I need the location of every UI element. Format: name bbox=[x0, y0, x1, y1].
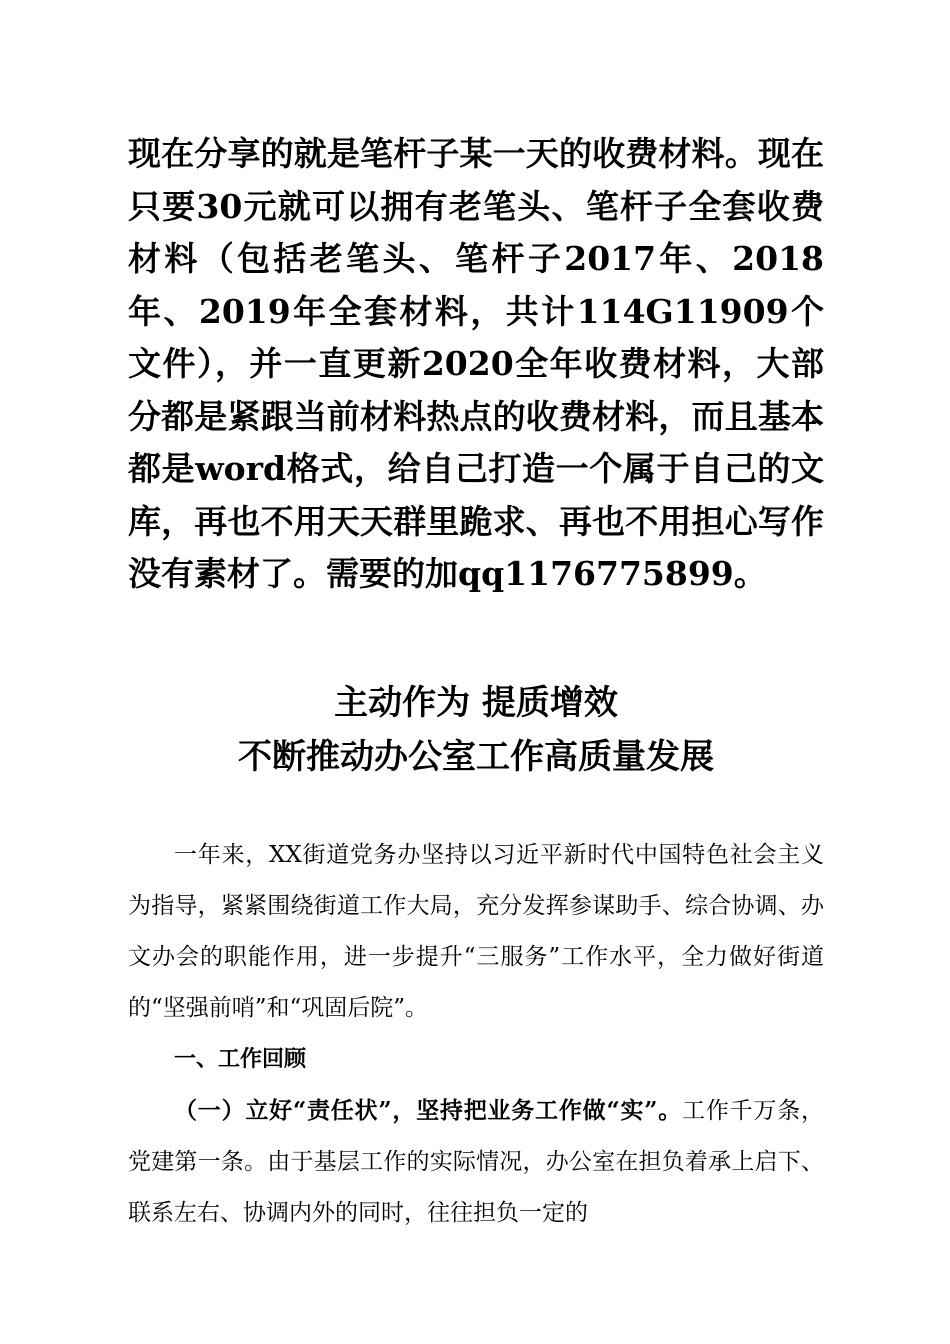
document-body bbox=[128, 830, 824, 1239]
title-line-2: 不断推动办公室工作高质量发展 bbox=[238, 737, 714, 777]
title-line-1: 主动作为 提质增效 bbox=[334, 683, 618, 723]
section-heading: 一、工作回顾 bbox=[174, 1047, 307, 1072]
promo-paragraph: 现在分享的就是笔杆子某一天的收费材料。现在只要30元就可以拥有老笔头、笔杆子全套收费材料（包括老笔头、笔杆子2017年、2018年、2019年全套材料，共计114G11909个文件），并一直更新2020全年收费材料，大部分都是紧跟当前材料热点的收费材料，而且基本都是word格式，给自己打造一个属于自己的文库，再也不用天天群里跪求、再也不用担心写作没有素材了。需要的加qq1176775899。 bbox=[128, 134, 824, 593]
document-title bbox=[128, 676, 824, 784]
subsection-text: 工作千万条，党建第一条。由于基层工作的实际情况，办公室在担负着承上启下、联系左右、协调内外的同时，往往担负一定的 bbox=[128, 1098, 825, 1226]
intro-paragraph: 一年来，XX街道党务办坚持以习近平新时代中国特色社会主义为指导，紧紧围绕街道工作大局，充分发挥参谋助手、综合协调、办文办会的职能作用，进一步提升“三服务”工作水平，全力做好街道的“坚强前哨”和“巩固后院”。 bbox=[128, 842, 824, 1021]
subsection-paragraph bbox=[128, 1085, 824, 1239]
subsection-heading: （一）立好“责任状”，坚持把业务工作做“实”。 bbox=[174, 1097, 683, 1124]
